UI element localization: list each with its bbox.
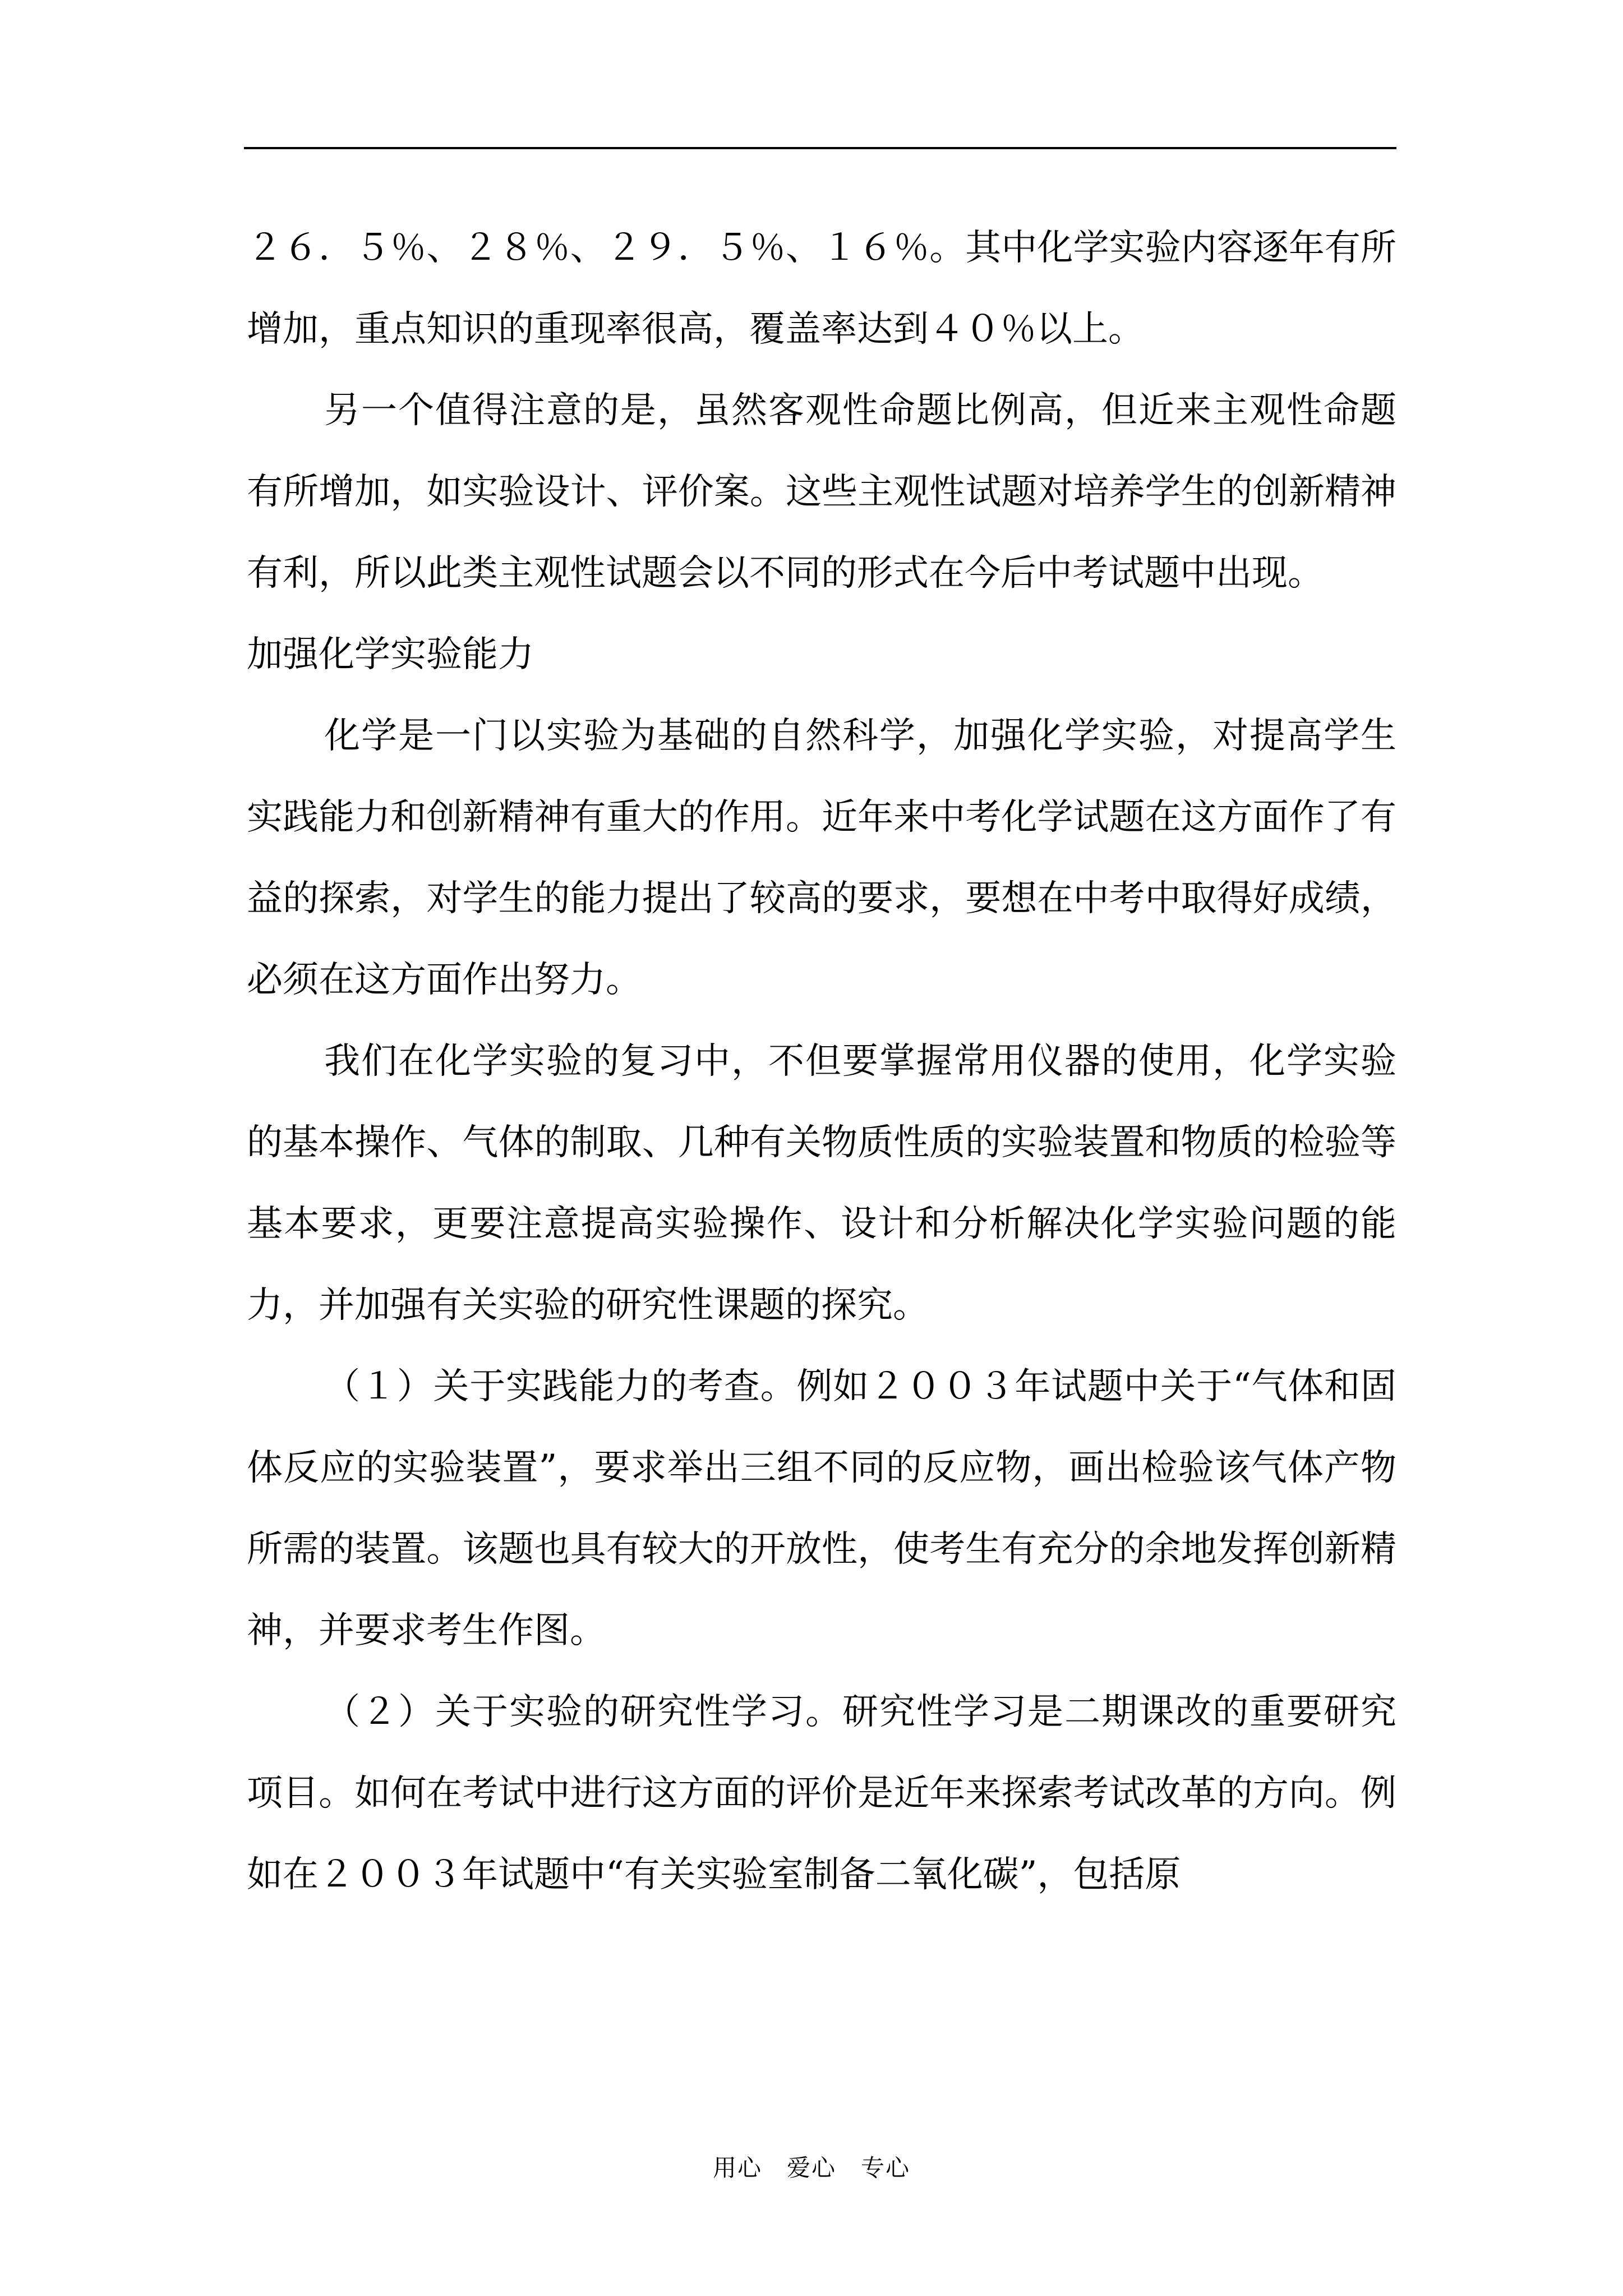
document-body (247, 208, 1396, 1916)
paragraph-review-requirements: 我们在化学实验的复习中，不但要掌握常用仪器的使用，化学实验的基本操作、气体的制取、几种有关物质性质的实验装置和物质的检验等基本要求，更要注意提高实验操作、设计和分析解决化学实验问题的能力，并加强有关实验的研究性课题的探究。 (247, 1041, 1396, 1326)
paragraph-practice-ability: （１）关于实践能力的考查。例如２００３年试题中关于“气体和固体反应的实验装置”，要求举出三组不同的反应物，画出检验该气体产物所需的装置。该题也具有较大的开放性，使考生有充分的余地发挥创新精神，并要求考生作图。 (247, 1366, 1396, 1651)
header-rule (244, 147, 1396, 149)
paragraph-subjective-questions: 另一个值得注意的是，虽然客观性命题比例高，但近来主观性命题有所增加，如实验设计、评价案。这些主观性试题对培养学生的创新精神有利，所以此类主观性试题会以不同的形式在今后中考试题中出现。 (247, 390, 1396, 594)
page-footer: 用心 爱心 专心 (712, 2154, 910, 2182)
paragraph-research-learning: （２）关于实验的研究性学习。研究性学习是二期课改的重要研究项目。如何在考试中进行这方面的评价是近年来探索考试改革的方向。例如在２００３年试题中“有关实验室制备二氧化碳”，包括原 (247, 1691, 1396, 1895)
paragraph-chemistry-experiment: 化学是一门以实验为基础的自然科学，加强化学实验，对提高学生实践能力和创新精神有重大的作用。近年来中考化学试题在这方面作了有益的探索，对学生的能力提出了较高的要求，要想在中考中取得好成绩，必须在这方面作出努力。 (247, 715, 1396, 1001)
section-heading: 加强化学实验能力 (247, 634, 534, 675)
paragraph-continuation: ２６．５％、２８％、２９．５％、１６％。其中化学实验内容逐年有所增加，重点知识的重现率很高，覆盖率达到４０％以上。 (247, 227, 1396, 350)
